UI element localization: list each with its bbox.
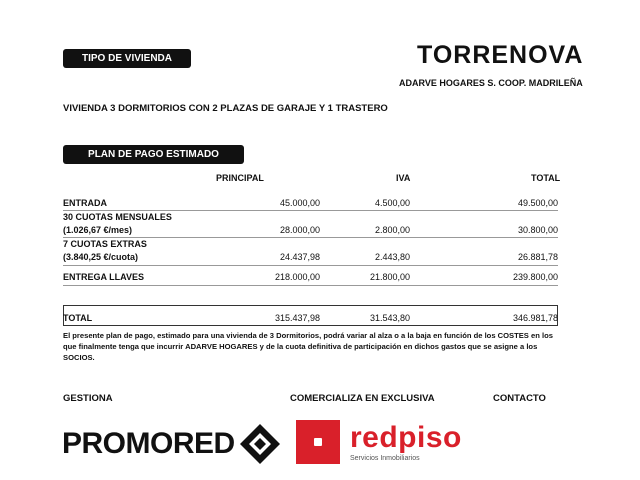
disclaimer-note: El presente plan de pago, estimado para una vivienda de 3 Dormitorios, podrá variar al alza o a la baja en función de los COSTES en los que finalmente tenga que incurrir ADARVE HOGARES y de la cuota definitiva de participación en dichos gastos que se asigne a los SOCIOS. (63, 331, 553, 362)
redpiso-square-icon (296, 420, 340, 464)
row-sublabel: (3.840,25 €/cuota) (63, 252, 139, 262)
row-divider (63, 265, 558, 266)
row-sublabel: (1.026,67 €/mes) (63, 225, 133, 235)
contacto-heading: CONTACTO (493, 393, 546, 404)
redpiso-name: redpiso (350, 420, 462, 454)
cell-principal: 45.000,00 (279, 198, 320, 208)
brand-name: TORRENOVA (417, 40, 584, 69)
diamond-icon (238, 422, 282, 466)
cell-principal: 218.000,00 (274, 272, 320, 282)
row-label: ENTREGA LLAVES (63, 272, 145, 282)
cell-iva: 2.443,80 (374, 252, 410, 262)
col-header-total: TOTAL (531, 173, 561, 183)
cell-total: 30.800,00 (517, 225, 558, 235)
row-divider (63, 237, 558, 238)
row-divider (63, 210, 558, 211)
col-header-principal: PRINCIPAL (216, 173, 264, 183)
cell-total: 26.881,78 (517, 252, 558, 262)
row-divider (63, 285, 558, 286)
vivienda-description: VIVIENDA 3 DORMITORIOS CON 2 PLAZAS DE GARAJE Y 1 TRASTERO (63, 103, 388, 114)
row-label: ENTRADA (63, 198, 107, 208)
promored-name: PROMORED (62, 427, 235, 460)
gestiona-heading: GESTIONA (63, 393, 113, 404)
tipo-vivienda-label: TIPO DE VIVIENDA (63, 49, 191, 68)
row-label: 7 CUOTAS EXTRAS (63, 239, 147, 249)
col-header-iva: IVA (396, 173, 411, 183)
row-label: 30 CUOTAS MENSUALES (63, 212, 172, 222)
redpiso-logo (296, 420, 462, 464)
promored-logo (62, 422, 282, 466)
comercializa-heading: COMERCIALIZA EN EXCLUSIVA (290, 393, 435, 404)
cell-total: 49.500,00 (517, 198, 558, 208)
cell-iva: 4.500,00 (374, 198, 410, 208)
total-label: TOTAL (63, 313, 93, 323)
cell-iva: 2.800,00 (374, 225, 410, 235)
cell-total: 239.800,00 (512, 272, 558, 282)
brand-subtitle: ADARVE HOGARES S. COOP. MADRILEÑA (399, 78, 583, 88)
torrenova-logo (399, 40, 584, 88)
plan-pago-label: PLAN DE PAGO ESTIMADO (63, 145, 244, 164)
cell-principal: 24.437,98 (279, 252, 320, 262)
total-iva: 31.543,80 (369, 313, 410, 323)
cell-principal: 28.000,00 (279, 225, 320, 235)
total-total: 346.981,78 (512, 313, 558, 323)
total-principal: 315.437,98 (274, 313, 320, 323)
redpiso-tagline: Servicios Inmobiliarios (350, 454, 420, 462)
cell-iva: 21.800,00 (369, 272, 410, 282)
